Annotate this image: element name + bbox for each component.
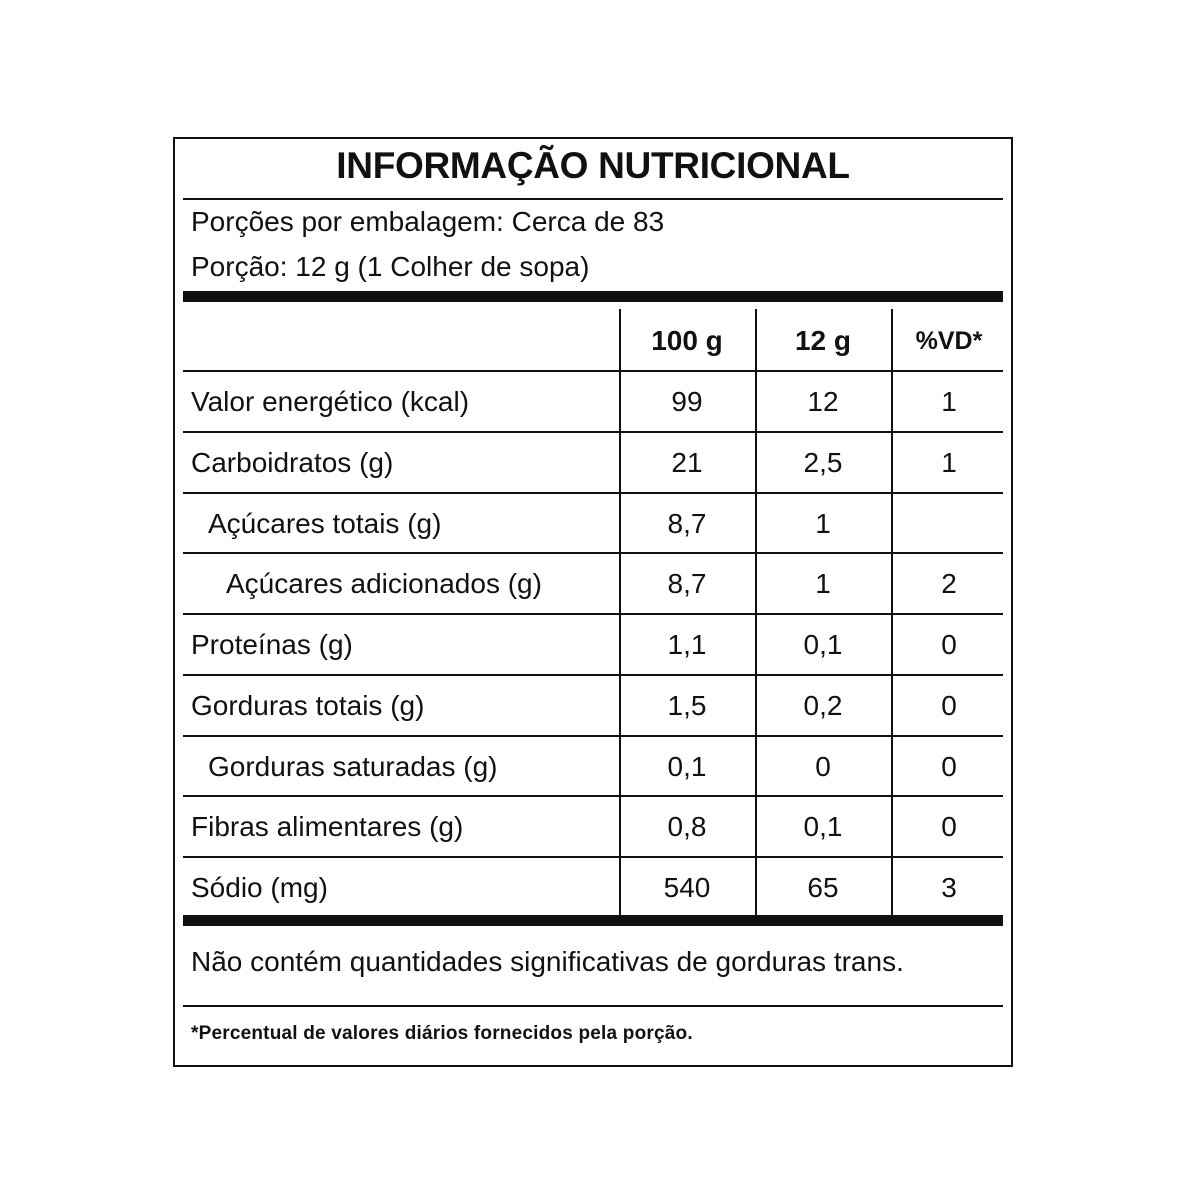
value-per-100g: 1,5	[667, 690, 707, 721]
table-row	[183, 676, 1003, 736]
value-per-serving: 65	[807, 872, 839, 903]
value-daily-percent: 0	[941, 690, 957, 721]
table-row	[183, 858, 1003, 918]
nutrient-name: Carboidratos (g)	[191, 447, 394, 478]
value-per-100g: 540	[663, 872, 711, 903]
value-daily-percent: 2	[941, 568, 957, 599]
value-per-serving: 1	[815, 568, 831, 599]
value-per-serving: 0,1	[803, 629, 843, 660]
value-daily-percent: 1	[941, 386, 957, 417]
value-daily-percent	[892, 494, 1006, 554]
daily-value-note: *Percentual de valores diários fornecidos pela porção.	[191, 1023, 693, 1044]
value-per-serving: 2,5	[803, 447, 843, 478]
table-row	[183, 554, 1003, 614]
value-per-100g: 8,7	[667, 568, 707, 599]
nutrient-name: Valor energético (kcal)	[191, 386, 470, 417]
value-per-serving: 12	[807, 386, 839, 417]
divider-title	[183, 198, 1003, 200]
column-header-serving: 12 g	[794, 325, 852, 356]
nutrient-name: Gorduras saturadas (g)	[208, 751, 498, 782]
divider-footnote	[183, 1005, 1003, 1007]
value-per-100g: 99	[671, 386, 703, 417]
divider-thick-top	[183, 291, 1003, 302]
table-row	[183, 797, 1003, 857]
value-per-100g: 0,1	[667, 751, 707, 782]
value-per-100g: 8,7	[667, 508, 707, 539]
value-daily-percent: 0	[941, 811, 957, 842]
table-row	[183, 372, 1003, 432]
nutrient-name: Gorduras totais (g)	[191, 690, 425, 721]
column-header-100g: 100 g	[651, 325, 723, 356]
label-title: INFORMAÇÃO NUTRICIONAL	[336, 145, 850, 186]
nutrient-name: Fibras alimentares (g)	[191, 811, 464, 842]
nutrient-name: Açúcares totais (g)	[208, 508, 442, 539]
table-row	[183, 433, 1003, 493]
value-daily-percent: 0	[941, 751, 957, 782]
nutrient-name: Sódio (mg)	[191, 872, 328, 903]
value-per-serving: 0,1	[803, 811, 843, 842]
value-daily-percent: 0	[941, 629, 957, 660]
table-row	[183, 615, 1003, 675]
nutrition-facts-label	[173, 137, 1013, 1067]
servings-per-package: Porções por embalagem: Cerca de 83	[191, 206, 665, 237]
value-per-100g: 1,1	[667, 629, 707, 660]
table-row	[183, 494, 1003, 554]
value-per-100g: 21	[671, 447, 703, 478]
table-row	[183, 737, 1003, 797]
value-daily-percent: 3	[941, 872, 957, 903]
value-per-serving: 1	[815, 508, 831, 539]
serving-size: Porção: 12 g (1 Colher de sopa)	[191, 251, 590, 282]
divider-thick-bottom	[183, 915, 1003, 926]
value-per-100g: 0,8	[667, 811, 707, 842]
value-daily-percent: 1	[941, 447, 957, 478]
trans-fat-note: Não contém quantidades significativas de gorduras trans.	[191, 946, 904, 977]
nutrient-name: Proteínas (g)	[191, 629, 353, 660]
nutrient-name: Açúcares adicionados (g)	[226, 568, 542, 599]
column-header-daily-value: %VD*	[915, 327, 983, 355]
value-per-serving: 0,2	[803, 690, 843, 721]
value-per-serving: 0	[815, 751, 831, 782]
table-header-row	[183, 311, 1003, 371]
